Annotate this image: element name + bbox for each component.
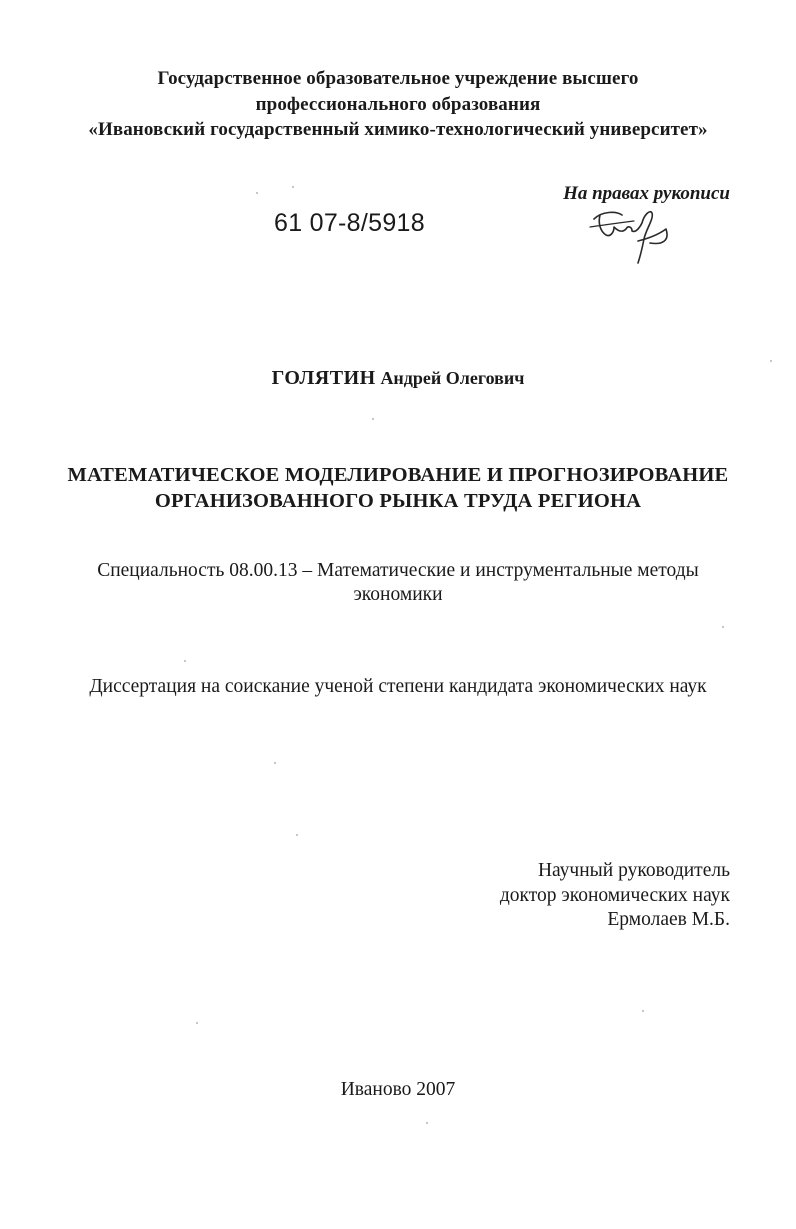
scan-speck	[642, 1010, 644, 1012]
handwritten-signature	[588, 205, 674, 267]
institution-line-2: профессионального образования	[255, 94, 541, 115]
city-year: Иваново 2007	[340, 1079, 456, 1100]
advisor-degree: доктор экономических наук	[499, 885, 730, 906]
scan-speck	[196, 1022, 198, 1024]
institution-line-1: Государственное образовательное учреждение высшего	[157, 68, 639, 89]
manuscript-note: На правах рукописи	[563, 183, 730, 204]
advisor-role: Научный руководитель	[537, 860, 730, 881]
scan-speck	[296, 834, 298, 836]
advisor-name: Ермолаев М.Б.	[607, 909, 730, 930]
scan-speck	[722, 626, 724, 628]
dissertation-note: Диссертация на соискание ученой степени кандидата экономических наук	[89, 676, 707, 697]
author-surname: ГОЛЯТИН	[271, 367, 376, 389]
scan-speck	[274, 762, 276, 764]
scan-speck	[426, 1122, 428, 1124]
catalog-code: 61 07-8/5918	[274, 209, 425, 237]
title-line-2: ОРГАНИЗОВАННОГО РЫНКА ТРУДА РЕГИОНА	[154, 490, 642, 512]
title-line-1: МАТЕМАТИЧЕСКОЕ МОДЕЛИРОВАНИЕ И ПРОГНОЗИРОВАНИЕ	[67, 464, 729, 486]
institution-line-3: «Ивановский государственный химико-технологический университет»	[88, 119, 708, 140]
scan-speck	[770, 360, 772, 362]
scan-speck	[256, 192, 258, 194]
author-given-names: Андрей Олегович	[380, 368, 525, 388]
scan-speck	[184, 660, 186, 662]
scan-speck	[292, 186, 294, 188]
specialty-line-2: экономики	[353, 584, 443, 605]
specialty-line-1: Специальность 08.00.13 – Математические и инструментальные методы	[97, 560, 699, 581]
author-name	[0, 367, 796, 390]
scan-speck	[372, 418, 374, 420]
